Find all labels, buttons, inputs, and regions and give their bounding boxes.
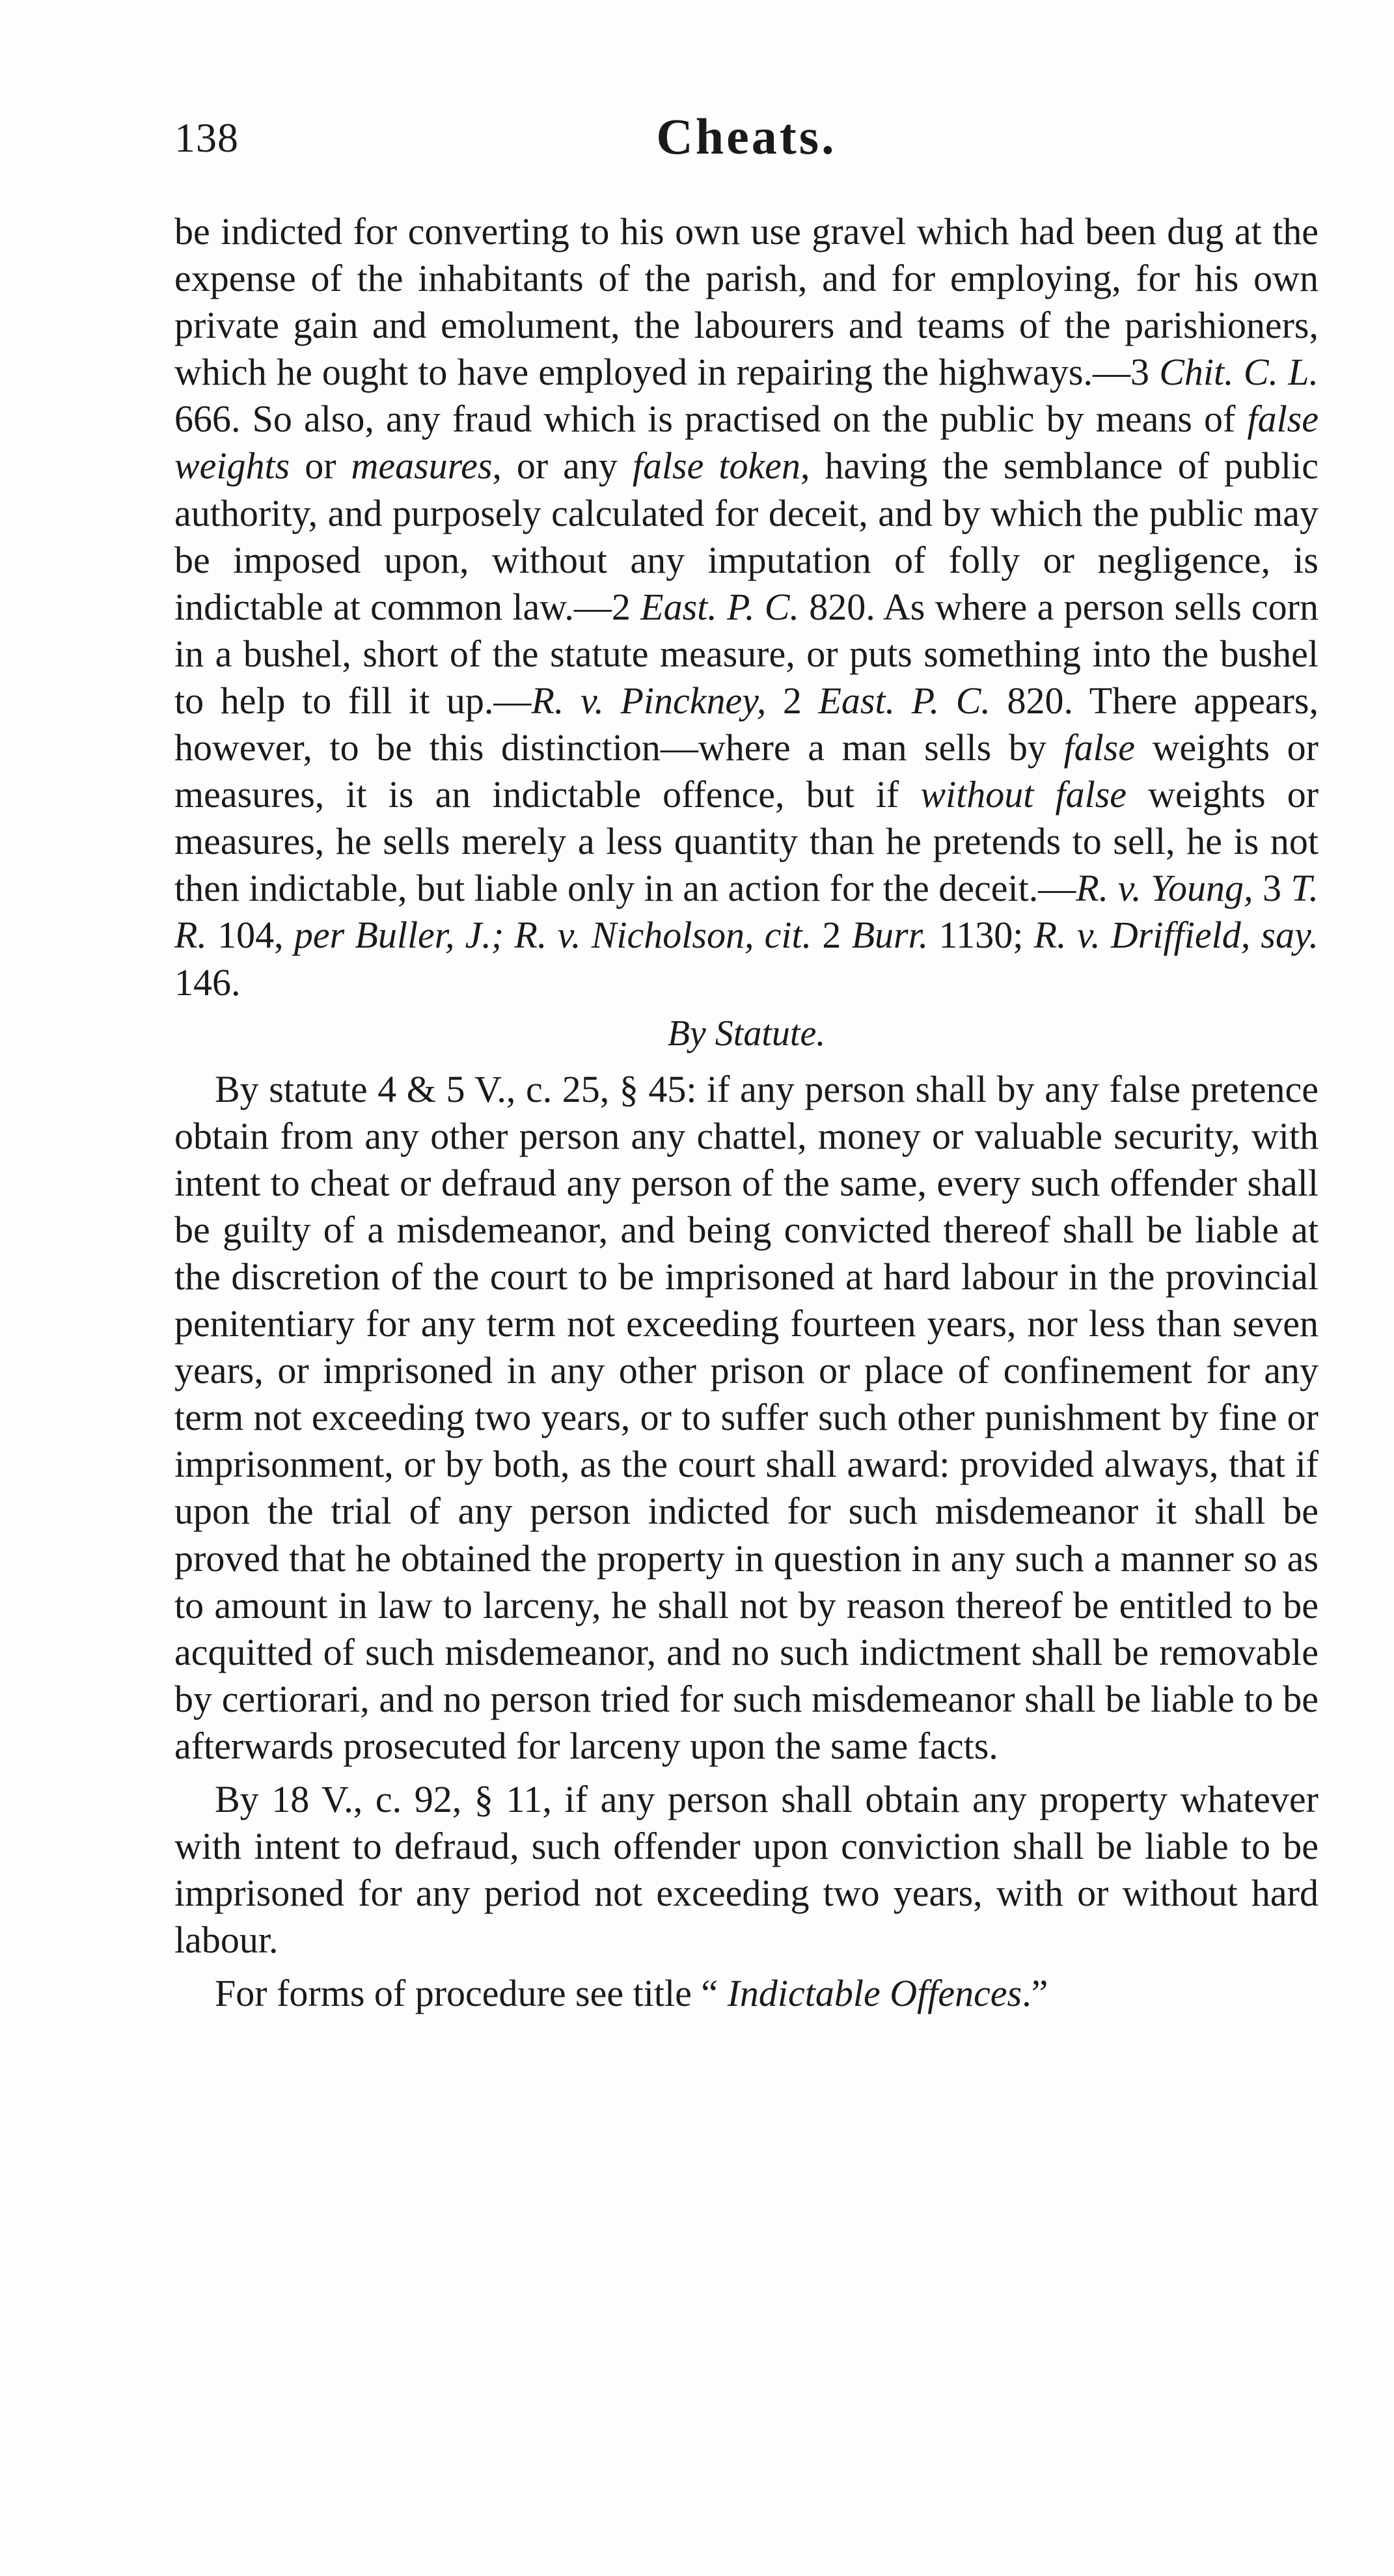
citation: Burr. xyxy=(851,914,929,957)
citation: R. v. Driffield, say. xyxy=(1033,914,1319,957)
text-run: 666. So also, any fraud which is practised on the public by means of xyxy=(174,398,1248,441)
text-run: , or any xyxy=(492,445,633,487)
text-run: be indicted for converting to his own use gravel which had been dug at the expense of the inhabitants of the parish, and for employing, for his own private gain and emolument, the labourers and teams of the parishioners, which he ought to have employed in repairing the highways.—3 xyxy=(174,210,1319,394)
citation: East. P. C. xyxy=(640,585,799,628)
text-run: 2 xyxy=(766,679,819,722)
text-run: or xyxy=(290,445,351,487)
citation: East. P. C. xyxy=(818,679,991,722)
paragraph-statute-18-v: By 18 V., c. 92, § 11, if any person shall obtain any property whatever with intent to defraud, such offender upon conviction shall be liable to be imprisoned for any period not exceeding two years, with or without hard labour. xyxy=(174,1778,1319,1962)
text-run: 820. As where a person sells corn in a bushel, short of the statute measure, or puts something into the bushel to help to fill it up.— xyxy=(174,585,1319,722)
text-run: 3 xyxy=(1253,867,1291,910)
section-heading: By Statute. xyxy=(667,1013,826,1054)
text-run: .” xyxy=(1022,1972,1048,2015)
emphasis: false token xyxy=(632,445,800,487)
paragraph-statute-4-5-v: By statute 4 & 5 V., c. 25, § 45: if any person shall by any false pretence obtain from any other person any chattel, money or valuable security, with intent to cheat or defraud any person of the same, every such offender shall be guilty of a misdemeanor, and being convicted thereof shall be liable at the discretion of the court to be imprisoned at hard labour in the provincial penitentiary for any term not exceeding fourteen years, nor less than seven years, or imprisoned in any other prison or place of confinement for any term not exceeding two years, or to suffer such other punishment by fine or imprisonment, or by both, as the court shall award: provided always, that if upon the trial of any person indicted for such misdemeanor it shall be proved that he obtained the property in question in any such a manner so as to amount in law to larceny, he shall not by reason thereof be entitled to be acquitted of such misdemeanor, and no such indictment shall be removable by certiorari, and no person tried for such misdemeanor shall be liable to be afterwards prosecuted for larceny upon the same facts. xyxy=(174,1067,1319,1767)
text-run: weights or measures, it is an indictable offence, but if xyxy=(174,726,1319,816)
running-title: Cheats. xyxy=(656,108,837,165)
citation: Chit. C. L. xyxy=(1159,351,1319,394)
text-run: 104, xyxy=(206,914,294,957)
paragraph-forms-reference xyxy=(174,1970,1319,2017)
page-body xyxy=(174,208,1319,2017)
citation: T. R. xyxy=(174,867,1319,957)
paragraph-common-law xyxy=(174,208,1319,1006)
emphasis: without false xyxy=(920,773,1127,816)
text-run: 820. There appears, however, to be this distinction—where a man sells by xyxy=(174,679,1319,769)
emphasis: Indictable Offences xyxy=(727,1972,1022,2015)
emphasis: false weights xyxy=(174,398,1319,487)
citation: R. v. Pinckney, xyxy=(531,679,767,722)
text-run: , having the semblance of public authority, and purposely calculated for deceit, and by which the public may be imposed upon, without any imputation of folly or negligence, is indictable at common law.—2 xyxy=(174,445,1319,628)
text-run: 1130; xyxy=(928,914,1034,957)
page-header xyxy=(174,107,1319,179)
citation: R. v. Young, xyxy=(1076,867,1253,910)
page-number: 138 xyxy=(174,115,239,161)
text-run: 2 xyxy=(812,914,852,957)
text-run: For forms of procedure see title “ xyxy=(215,1972,728,2015)
emphasis: measures xyxy=(351,445,493,487)
text-run: 146. xyxy=(174,961,241,1004)
citation: per Buller, J.; R. v. Nicholson, cit. xyxy=(294,914,812,957)
emphasis: false xyxy=(1063,726,1135,769)
text-run: weights or measures, he sells merely a less quantity than he pretends to sell, he is not then indictable, but liable only in an action for the deceit.— xyxy=(174,773,1319,910)
